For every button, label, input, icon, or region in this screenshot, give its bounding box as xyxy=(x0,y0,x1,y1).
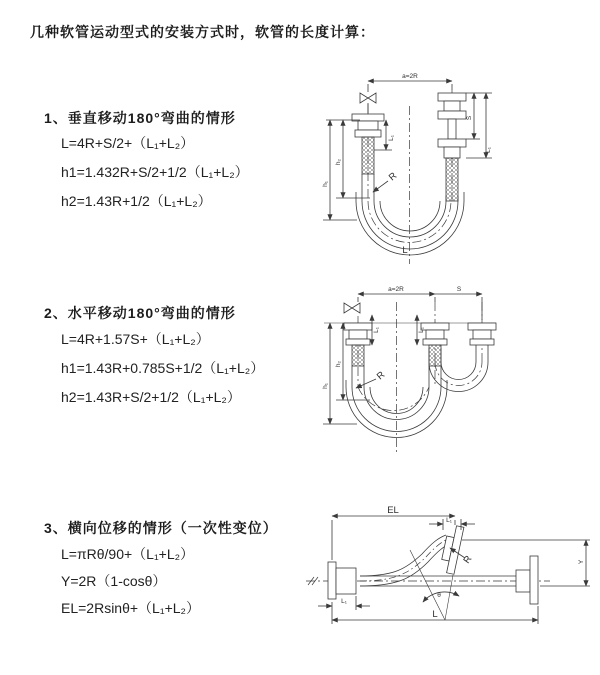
dim-label: h₁ xyxy=(322,181,329,187)
length-label: L xyxy=(432,609,438,620)
diagram2-svg xyxy=(312,282,587,467)
diagram1-svg xyxy=(312,66,582,270)
section1-formulas xyxy=(61,129,249,216)
right-pipe-fitting xyxy=(438,93,466,201)
formula-line: EL=2Rsinθ+（L₁+L₂） xyxy=(61,600,200,616)
section3-formulas xyxy=(61,541,200,622)
diagram-lateral-displacement xyxy=(298,498,598,658)
diagram1-labels xyxy=(322,73,492,256)
length-label: L xyxy=(402,245,408,256)
dim-label: a=2R xyxy=(402,73,418,80)
hose-curved xyxy=(360,535,450,586)
dim-label: L₁ xyxy=(388,135,395,141)
formula-line: L=4R+S/2+（L₁+L₂） xyxy=(61,135,195,151)
radius-leader xyxy=(373,181,388,192)
formula-line: h1=1.43R+0.785S+1/2（L₁+L₂） xyxy=(61,360,265,376)
left-pipe-fitting xyxy=(344,303,372,366)
dim-label: L₁ xyxy=(341,598,347,605)
radius-label: R xyxy=(461,553,475,566)
right-pipe-fitting xyxy=(468,323,496,345)
formula-line: h2=1.43R+S/2+1/2（L₁+L₂） xyxy=(61,389,241,405)
formula-line: Y=2R（1-cosθ） xyxy=(61,573,167,589)
dim-a2r xyxy=(368,81,452,92)
section2-heading: 2、水平移动180°弯曲的情形 xyxy=(44,305,236,321)
formula-line: L=4R+1.57S+（L₁+L₂） xyxy=(61,331,210,347)
angle-label: θ xyxy=(437,592,441,599)
dim-label: L₁ xyxy=(418,327,425,333)
diagram3-labels xyxy=(341,505,585,620)
dim-label: L₁ xyxy=(485,147,492,153)
section2-formulas xyxy=(61,325,264,412)
dim-a2r-s xyxy=(358,294,482,320)
dim-label: EL xyxy=(387,505,399,516)
dim-label: h₁ xyxy=(322,383,329,389)
section3-heading: 3、横向位移的情形（一次性变位） xyxy=(44,520,278,536)
middle-pipe-fitting xyxy=(421,323,449,366)
formula-line: L=πRθ/90+（L₁+L₂） xyxy=(61,546,195,562)
dim-label: L₁ xyxy=(446,517,452,524)
diagram3-svg xyxy=(298,498,598,658)
section1-heading: 1、垂直移动180°弯曲的情形 xyxy=(44,110,236,126)
radius-label: R xyxy=(374,369,388,383)
dim-label: a=2R xyxy=(388,286,404,293)
dim-label: L₁ xyxy=(373,327,380,333)
valve-icon xyxy=(360,93,376,103)
formula-line: h2=1.43R+1/2（L₁+L₂） xyxy=(61,193,212,209)
diagram-vertical-180-bend xyxy=(312,66,582,270)
dim-label: S xyxy=(466,115,473,121)
left-flange xyxy=(328,562,356,599)
dim-label: h₂ xyxy=(335,360,342,368)
dim-label: h₂ xyxy=(335,158,342,166)
page-title: 几种软管运动型式的安装方式时，软管的长度计算： xyxy=(30,24,375,40)
dim-label: S xyxy=(456,286,462,293)
dim-l1-top xyxy=(429,519,475,530)
radius-label: R xyxy=(386,170,400,184)
formula-line: h1=1.432R+S/2+1/2（L₁+L₂） xyxy=(61,164,249,180)
right-lower-flange xyxy=(516,556,538,604)
diagram-horizontal-180-bend xyxy=(312,282,587,467)
radius-leader xyxy=(356,379,376,388)
dim-label: Y xyxy=(578,559,585,565)
left-pipe-fitting xyxy=(352,93,384,174)
valve-icon xyxy=(344,303,360,313)
